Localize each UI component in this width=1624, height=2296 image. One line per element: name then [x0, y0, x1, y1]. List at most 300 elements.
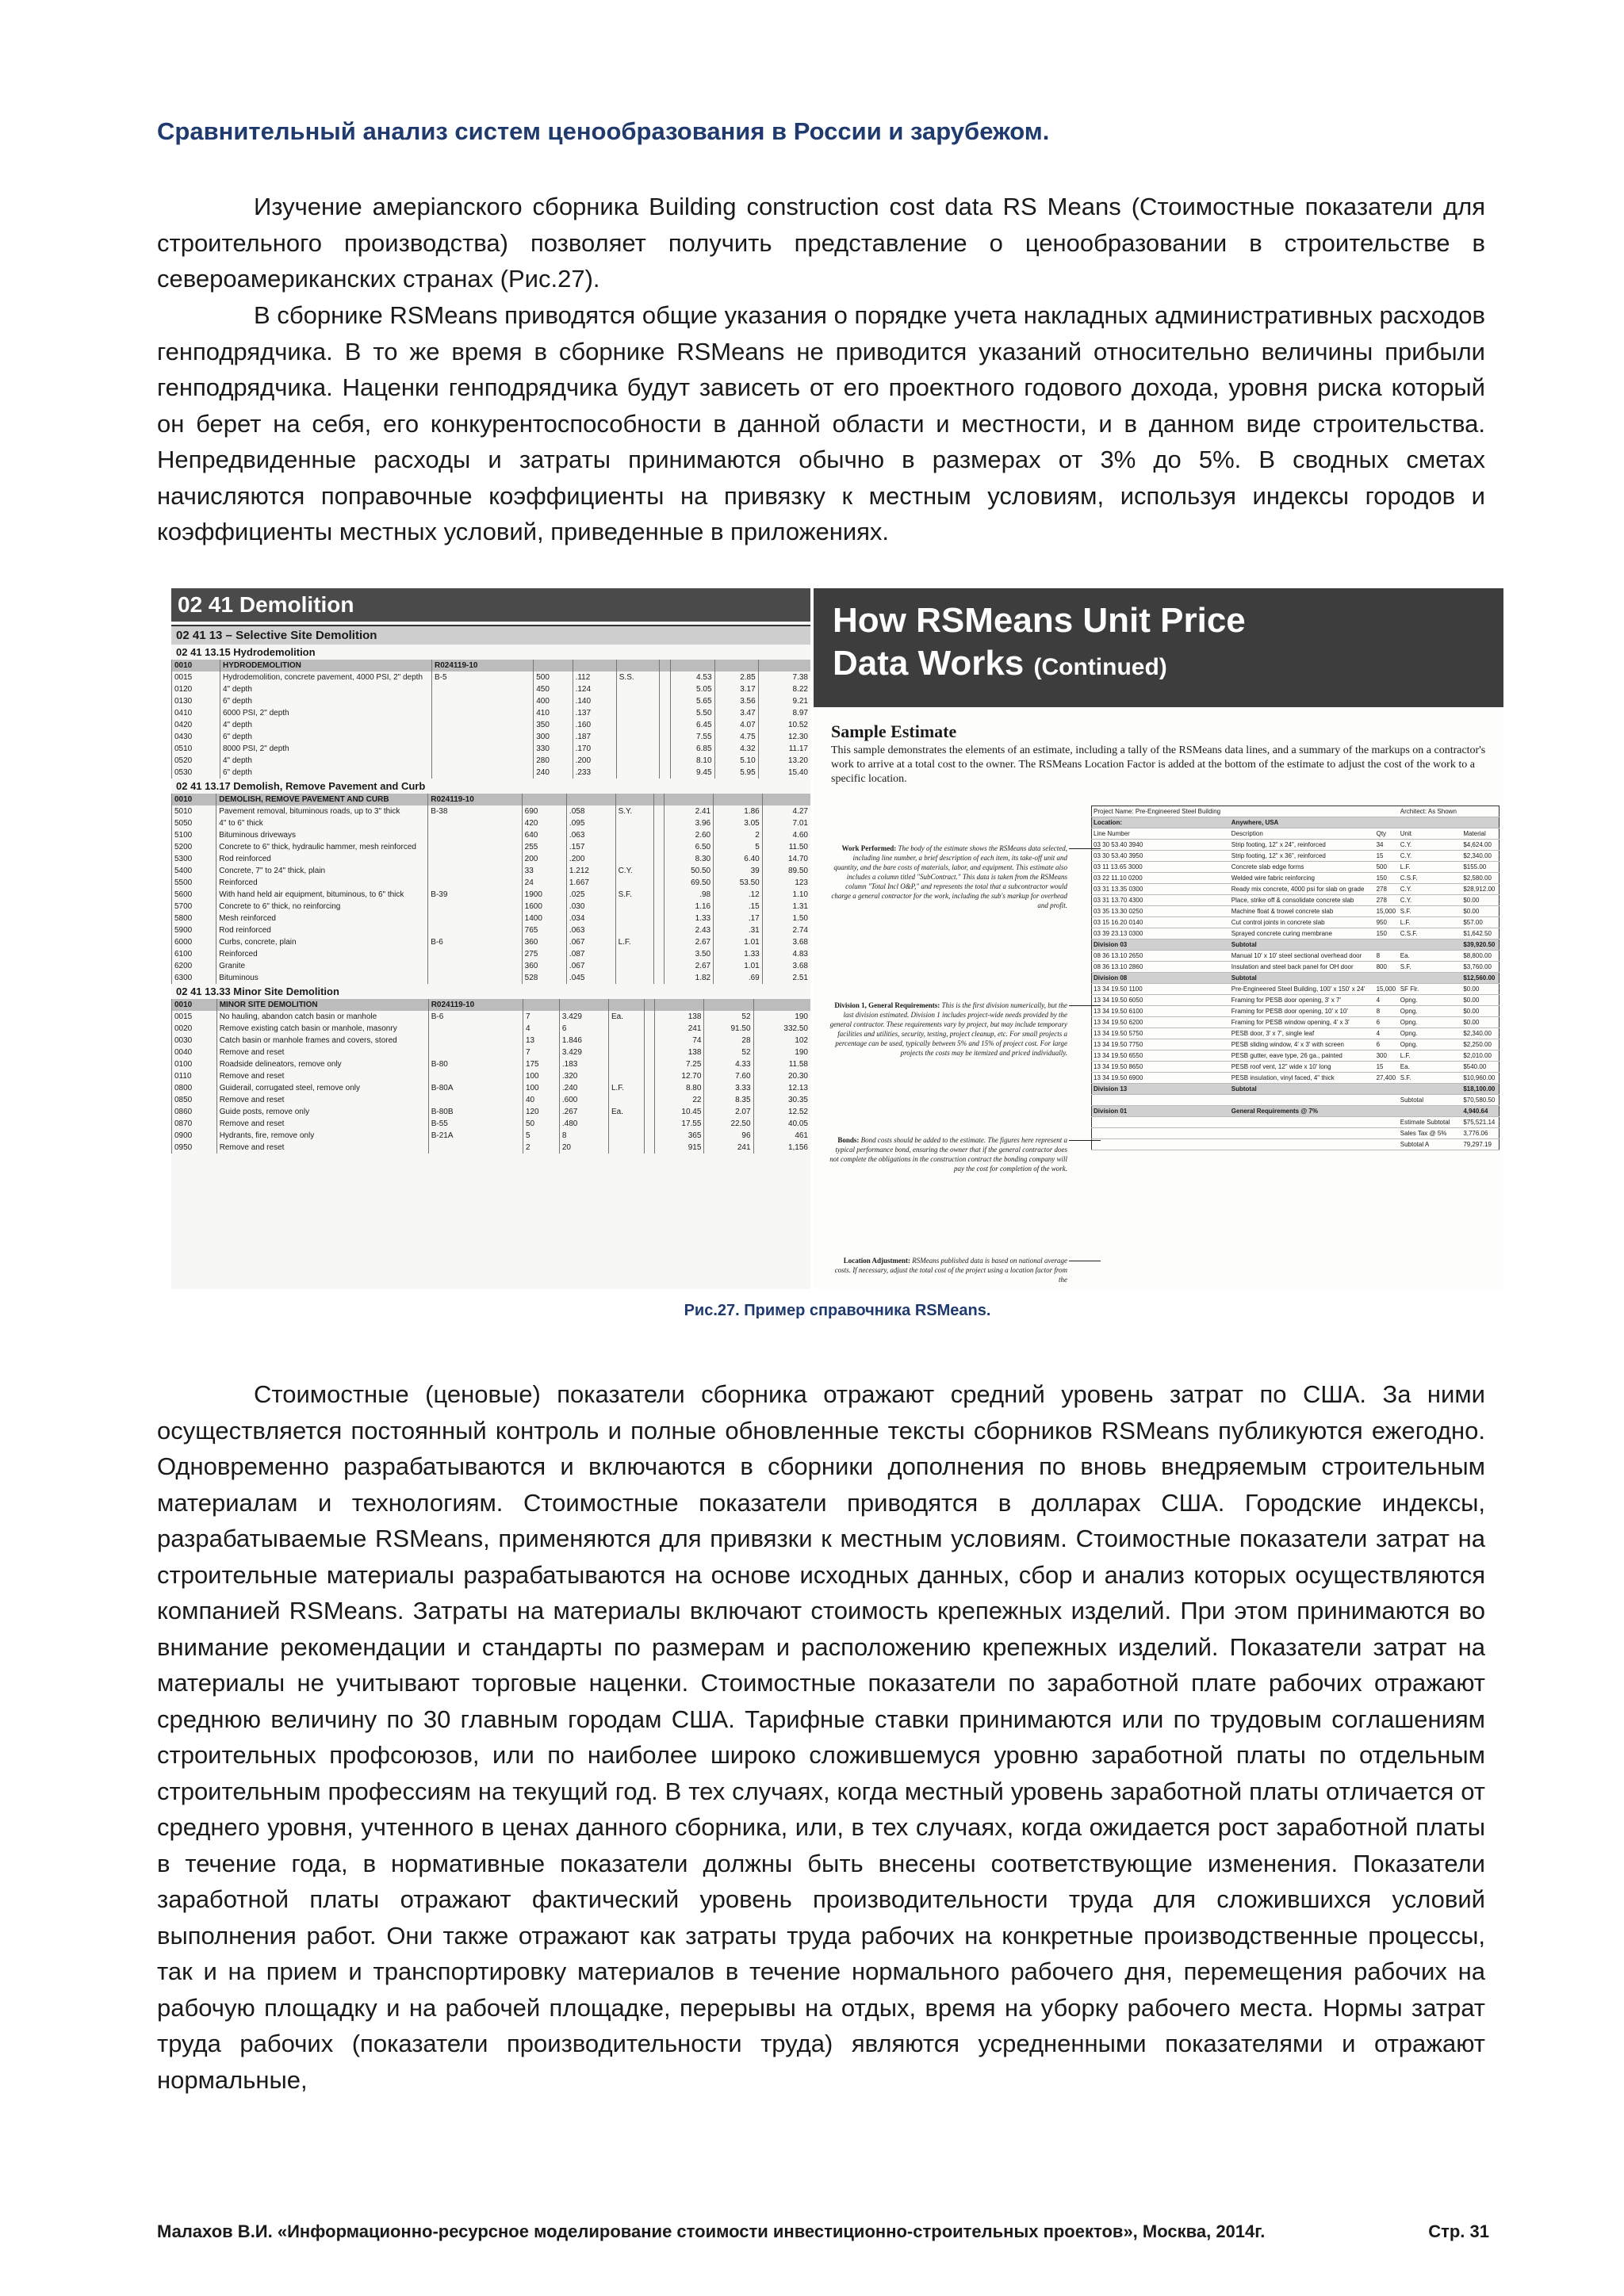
table-row — [172, 672, 811, 683]
table-cell — [659, 731, 671, 743]
table-cell — [659, 707, 671, 719]
table-cell — [428, 1023, 523, 1035]
estimate-cell: PESB gutter, eave type, 26 ga., painted — [1230, 1050, 1375, 1062]
table-cell: 3.68 — [762, 960, 810, 972]
table-cell: .12 — [714, 889, 763, 901]
table-cell: 0950 — [172, 1142, 217, 1154]
table-cell: 1.50 — [762, 913, 810, 924]
estimate-cell: $2,580.00 — [1461, 873, 1499, 884]
table-cell — [428, 901, 522, 913]
table-cell: Ea. — [608, 1106, 644, 1118]
table-cell: 365 — [655, 1130, 704, 1142]
table-cell: .98 — [665, 889, 714, 901]
page-heading-suffix: (Continued) — [1033, 654, 1167, 680]
table-cell — [428, 841, 522, 853]
table-cell: 0800 — [172, 1082, 217, 1094]
estimate-row — [1092, 895, 1500, 906]
estimate-cell: 13 34 19.50 6050 — [1092, 995, 1230, 1006]
estimate-cell: $0.00 — [1461, 1017, 1499, 1028]
table-cell: .063 — [566, 924, 615, 936]
table-row — [172, 865, 811, 877]
table-cell — [615, 877, 653, 889]
table-cell: 6300 — [172, 972, 216, 984]
estimate-cell: 4 — [1375, 1028, 1399, 1039]
estimate-cell: Unit — [1399, 828, 1462, 840]
table-cell: 0530 — [172, 767, 220, 779]
estimate-cell: Architect: As Shown — [1399, 806, 1462, 817]
estimate-row — [1092, 862, 1500, 873]
table-cell: 24 — [522, 877, 566, 889]
table-cell — [608, 1035, 644, 1047]
estimate-cell: Strip footing, 12" x 36", reinforced — [1230, 851, 1375, 862]
table-cell: 4.53 — [671, 672, 714, 683]
table-cell: 8.10 — [671, 755, 714, 767]
table-cell: 102 — [753, 1035, 810, 1047]
estimate-cell: C.S.F. — [1399, 873, 1462, 884]
table-cell: No hauling, abandon catch basin or manhole — [216, 1011, 428, 1023]
estimate-cell: 150 — [1375, 873, 1399, 884]
demolition-sections — [171, 625, 810, 1154]
table-cell — [644, 1118, 655, 1130]
estimate-cell: $1,642.50 — [1461, 928, 1499, 939]
table-cell: 241 — [704, 1142, 753, 1154]
estimate-cell — [1375, 939, 1399, 951]
estimate-cell: 08 36 13.10 2650 — [1092, 951, 1230, 962]
table-cell: 6" depth — [220, 731, 431, 743]
table-row — [172, 719, 811, 731]
table-cell — [615, 924, 653, 936]
estimate-cell: 300 — [1375, 1050, 1399, 1062]
estimate-cell — [1375, 1084, 1399, 1095]
table-cell: 0020 — [172, 1023, 217, 1035]
estimate-cell: Division 13 — [1092, 1084, 1230, 1095]
table-cell: B-6 — [428, 1011, 523, 1023]
table-cell: 0010 — [172, 794, 216, 806]
table-cell — [428, 924, 522, 936]
table-cell: .095 — [566, 817, 615, 829]
table-cell: 6200 — [172, 960, 216, 972]
estimate-cell: $0.00 — [1461, 1006, 1499, 1017]
table-cell: 5200 — [172, 841, 216, 853]
table-cell: 240 — [534, 767, 573, 779]
table-cell: R024119-10 — [428, 794, 522, 806]
table-cell: Guiderail, corrugated steel, remove only — [216, 1082, 428, 1094]
table-cell: 40.05 — [753, 1118, 810, 1130]
table-row — [172, 901, 811, 913]
estimate-cell: 13 34 19.50 1100 — [1092, 984, 1230, 995]
estimate-cell: 27,400 — [1375, 1073, 1399, 1084]
estimate-cell: S.F. — [1399, 962, 1462, 973]
table-cell: 0430 — [172, 731, 220, 743]
estimate-cell: C.S.F. — [1399, 928, 1462, 939]
estimate-cell: 08 36 13.10 2860 — [1092, 962, 1230, 973]
table-cell: 12.30 — [758, 731, 810, 743]
table-row — [172, 948, 811, 960]
table-cell — [616, 660, 659, 672]
annotation-note — [829, 1135, 1067, 1173]
table-cell: B-55 — [428, 1118, 523, 1130]
table-cell: 4.33 — [704, 1058, 753, 1070]
estimate-cell — [1230, 806, 1375, 817]
table-cell: 765 — [522, 924, 566, 936]
table-cell: 1600 — [522, 901, 566, 913]
page-heading-line2 — [833, 644, 1167, 683]
table-cell: 138 — [655, 1047, 704, 1058]
table-cell: 4.27 — [762, 806, 810, 817]
table-cell: 10.52 — [758, 719, 810, 731]
table-cell — [428, 1094, 523, 1106]
estimate-row — [1092, 806, 1500, 817]
estimate-cell: PESB sliding window, 4' x 3' with screen — [1230, 1039, 1375, 1050]
table-cell — [616, 695, 659, 707]
table-cell — [654, 936, 665, 948]
annotation-text: Bond costs should be added to the estimate. The figures here represent a typical performance bond, ensuring the owner that if the general contractor does not complete the obligations in the construction contract the bonding company will pay the cost for completion of the work. — [829, 1136, 1067, 1173]
table-cell: 0100 — [172, 1058, 217, 1070]
table-cell — [654, 794, 665, 806]
table-row — [172, 913, 811, 924]
estimate-row — [1092, 984, 1500, 995]
estimate-row — [1092, 906, 1500, 917]
estimate-cell: C.Y. — [1399, 884, 1462, 895]
estimate-cell: $540.00 — [1461, 1062, 1499, 1073]
table-cell: 0520 — [172, 755, 220, 767]
estimate-cell: Place, strike off & consolidate concrete slab — [1230, 895, 1375, 906]
table-cell: Rod reinforced — [216, 924, 428, 936]
table-cell: 1.667 — [566, 877, 615, 889]
table-cell: 7.60 — [704, 1070, 753, 1082]
table-cell: 11.58 — [753, 1058, 810, 1070]
table-cell: 2.60 — [665, 829, 714, 841]
estimate-cell: Subtotal — [1230, 939, 1375, 951]
estimate-cell: PESB insulation, vinyl faced, 4" thick — [1230, 1073, 1375, 1084]
table-cell: 69.50 — [665, 877, 714, 889]
estimate-row — [1092, 917, 1500, 928]
table-cell: 1.33 — [665, 913, 714, 924]
table-cell: HYDRODEMOLITION — [220, 660, 431, 672]
table-cell — [654, 829, 665, 841]
table-cell: 5.10 — [714, 755, 758, 767]
table-cell: 3.96 — [665, 817, 714, 829]
demolition-title: 02 41 Demolition — [171, 588, 810, 622]
estimate-row — [1092, 995, 1500, 1006]
table-cell — [671, 660, 714, 672]
annotation-arrow — [1069, 1140, 1101, 1141]
table-cell: 0850 — [172, 1094, 217, 1106]
table-cell — [644, 1070, 655, 1082]
estimate-cell: L.F. — [1399, 917, 1462, 928]
table-cell — [714, 794, 763, 806]
table-cell — [615, 972, 653, 984]
figure-rsmeans — [171, 588, 1503, 1319]
table-cell — [616, 743, 659, 755]
estimate-cell: 8 — [1375, 1006, 1399, 1017]
table-cell: 6000 PSI, 2" depth — [220, 707, 431, 719]
estimate-cell: Ea. — [1399, 951, 1462, 962]
table-cell: 2.43 — [665, 924, 714, 936]
estimate-cell: L.F. — [1399, 862, 1462, 873]
table-cell: .240 — [559, 1082, 608, 1094]
table-cell: .058 — [566, 806, 615, 817]
estimate-cell: 13 34 19.50 7750 — [1092, 1039, 1230, 1050]
estimate-cell — [1230, 1128, 1375, 1139]
cost-table — [171, 794, 810, 984]
estimate-cell: Insulation and steel back panel for OH door — [1230, 962, 1375, 973]
table-cell: .183 — [559, 1058, 608, 1070]
table-cell: 0015 — [172, 1011, 217, 1023]
estimate-cell: 500 — [1375, 862, 1399, 873]
table-cell — [428, 1035, 523, 1047]
table-cell: 5100 — [172, 829, 216, 841]
table-cell: 4" depth — [220, 683, 431, 695]
table-cell: 74 — [655, 1035, 704, 1047]
table-cell: 10.45 — [655, 1106, 704, 1118]
table-cell: 3.47 — [714, 707, 758, 719]
table-cell: S.Y. — [615, 806, 653, 817]
table-cell — [644, 1082, 655, 1094]
estimate-cell: 800 — [1375, 962, 1399, 973]
table-cell: 5.95 — [714, 767, 758, 779]
table-cell: 1.01 — [714, 936, 763, 948]
estimate-cell: $4,624.00 — [1461, 840, 1499, 851]
table-row — [172, 755, 811, 767]
table-cell: .170 — [573, 743, 616, 755]
annotation-text: This is the first division numerically, but the last division estimated. Division 1 includes project-wide needs provided by the general contractor. These requirements vary by project, but may include temporary facilities and utilities, security, testing, project cleanup, etc. For small projects a percentage can be used, typically between 5% and 15% of project cost. For large projects the costs may be itemized and priced individually. — [829, 1001, 1067, 1057]
table-cell: 0870 — [172, 1118, 217, 1130]
table-cell: 1.846 — [559, 1035, 608, 1047]
table-cell: 50 — [523, 1118, 559, 1130]
table-cell: Reinforced — [216, 877, 428, 889]
table-cell: 1.212 — [566, 865, 615, 877]
title-band — [814, 588, 1503, 707]
estimate-row — [1092, 817, 1500, 828]
paragraph-2-text: В сборнике RSMeans приводятся общие указания о порядке учета накладных административных расходов генподрядчика. В то же время в сборнике RSMeans не приводится указаний относительно величины прибыли генподрядчика. Наценки генподрядчика будут зависеть от его проектного годового дохода, уровня риска который он берет на себя, его конкурентоспособности в данной области и местности, и в данном виде строительства. Непредвиденные расходы и затраты принимаются обычно в размерах от 3% до 5%. В сводных сметах начисляются поправочные коэффициенты на привязку к местным условиям, используя индексы городов и коэффициенты местных условий, приведенные в приложениях. — [157, 301, 1485, 545]
table-cell: 4.83 — [762, 948, 810, 960]
estimate-cell: 6 — [1375, 1039, 1399, 1050]
table-row — [172, 1082, 811, 1094]
table-cell — [428, 877, 522, 889]
estimate-cell — [1375, 1095, 1399, 1106]
table-row — [172, 707, 811, 719]
estimate-row — [1092, 884, 1500, 895]
table-cell: 450 — [534, 683, 573, 695]
table-cell — [431, 743, 533, 755]
table-cell: .31 — [714, 924, 763, 936]
table-cell: S.F. — [615, 889, 653, 901]
table-cell: 2.41 — [665, 806, 714, 817]
table-cell: .112 — [573, 672, 616, 683]
table-cell: .17 — [714, 913, 763, 924]
table-cell: B-39 — [428, 889, 522, 901]
estimate-cell: Line Number — [1092, 828, 1230, 840]
table-cell: 350 — [534, 719, 573, 731]
estimate-row — [1092, 1062, 1500, 1073]
table-cell: 4.75 — [714, 731, 758, 743]
table-cell: 190 — [753, 1011, 810, 1023]
table-cell: MINOR SITE DEMOLITION — [216, 999, 428, 1011]
table-cell: 1.82 — [665, 972, 714, 984]
annotation-arrow — [1069, 848, 1101, 849]
table-cell: 915 — [655, 1142, 704, 1154]
table-cell: 6100 — [172, 948, 216, 960]
estimate-cell: SF Flr. — [1399, 984, 1462, 995]
table-cell — [654, 960, 665, 972]
table-cell: B-5 — [431, 672, 533, 683]
table-cell — [644, 1058, 655, 1070]
table-cell: 20.30 — [753, 1070, 810, 1082]
estimate-cell: C.Y. — [1399, 895, 1462, 906]
table-cell — [654, 865, 665, 877]
estimate-cell: Estimate Subtotal — [1399, 1117, 1462, 1128]
table-cell: DEMOLISH, REMOVE PAVEMENT AND CURB — [216, 794, 428, 806]
estimate-cell: 15,000 — [1375, 984, 1399, 995]
estimate-cell: $39,920.50 — [1461, 939, 1499, 951]
table-cell — [659, 672, 671, 683]
table-cell — [608, 1070, 644, 1082]
table-row — [172, 1118, 811, 1130]
table-cell: Mesh reinforced — [216, 913, 428, 924]
table-row — [172, 829, 811, 841]
estimate-cell: 13 34 19.50 6550 — [1092, 1050, 1230, 1062]
estimate-cell — [1461, 806, 1499, 817]
table-cell — [615, 948, 653, 960]
table-row — [172, 683, 811, 695]
table-cell: .267 — [559, 1106, 608, 1118]
table-cell: B-6 — [428, 936, 522, 948]
table-cell: Concrete to 6" thick, hydraulic hammer, mesh reinforced — [216, 841, 428, 853]
table-cell: B-80A — [428, 1082, 523, 1094]
annotation-title: Work Performed: — [841, 844, 898, 852]
table-cell: Guide posts, remove only — [216, 1106, 428, 1118]
table-cell — [655, 999, 704, 1011]
table-cell: 6.40 — [714, 853, 763, 865]
table-cell: 13 — [523, 1035, 559, 1047]
table-cell: .140 — [573, 695, 616, 707]
table-row — [172, 889, 811, 901]
table-cell — [654, 889, 665, 901]
paragraph-3 — [157, 1376, 1485, 2098]
table-cell — [654, 901, 665, 913]
estimate-cell: Subtotal — [1230, 973, 1375, 984]
table-row — [172, 877, 811, 889]
table-cell: 1.01 — [714, 960, 763, 972]
estimate-cell: $2,010.00 — [1461, 1050, 1499, 1062]
table-cell: 1.10 — [762, 889, 810, 901]
table-cell: .15 — [714, 901, 763, 913]
estimate-cell: Division 03 — [1092, 939, 1230, 951]
estimate-cell: Cut control joints in concrete slab — [1230, 917, 1375, 928]
table-cell: 500 — [534, 672, 573, 683]
table-cell — [616, 683, 659, 695]
table-cell: 5800 — [172, 913, 216, 924]
estimate-cell: $18,100.00 — [1461, 1084, 1499, 1095]
table-cell: 4" depth — [220, 755, 431, 767]
table-row — [172, 1094, 811, 1106]
table-cell: 5600 — [172, 889, 216, 901]
table-cell: 175 — [523, 1058, 559, 1070]
estimate-cell: PESB roof vent, 12" wide x 10' long — [1230, 1062, 1375, 1073]
estimate-cell: 03 31 13.35 0300 — [1092, 884, 1230, 895]
table-cell: 8.97 — [758, 707, 810, 719]
estimate-cell: PESB door, 3' x 7', single leaf — [1230, 1028, 1375, 1039]
table-cell: .69 — [714, 972, 763, 984]
table-cell: Roadside delineators, remove only — [216, 1058, 428, 1070]
table-cell — [608, 1142, 644, 1154]
table-cell: 8.22 — [758, 683, 810, 695]
estimate-cell: Opng. — [1399, 1017, 1462, 1028]
table-cell — [428, 913, 522, 924]
paragraph-2 — [157, 297, 1485, 550]
table-cell: .030 — [566, 901, 615, 913]
table-cell: 420 — [522, 817, 566, 829]
table-cell — [615, 841, 653, 853]
table-row — [172, 731, 811, 743]
estimate-cell: 150 — [1375, 928, 1399, 939]
table-cell: 2.74 — [762, 924, 810, 936]
estimate-cell: $57.00 — [1461, 917, 1499, 928]
table-cell: 8.80 — [655, 1082, 704, 1094]
estimate-cell: 13 34 19.50 6900 — [1092, 1073, 1230, 1084]
table-row — [172, 999, 811, 1011]
table-cell: 2.51 — [762, 972, 810, 984]
estimate-cell: 03 35 13.30 0250 — [1092, 906, 1230, 917]
estimate-cell: Framing for PESB door opening, 3' x 7' — [1230, 995, 1375, 1006]
sample-estimate-title: Sample Estimate — [831, 721, 957, 741]
subsection-title: 02 41 13.15 Hydrodemolition — [176, 646, 316, 658]
table-row — [172, 794, 811, 806]
table-cell: 1.33 — [714, 948, 763, 960]
estimate-row — [1092, 1028, 1500, 1039]
table-cell — [753, 999, 810, 1011]
table-cell: 12.13 — [753, 1082, 810, 1094]
table-cell — [573, 660, 616, 672]
table-cell: L.F. — [615, 936, 653, 948]
table-cell: 123 — [762, 877, 810, 889]
table-cell: .067 — [566, 960, 615, 972]
estimate-cell — [1230, 1139, 1375, 1150]
estimate-cell — [1375, 1128, 1399, 1139]
estimate-cell: $2,340.00 — [1461, 851, 1499, 862]
estimate-row — [1092, 1017, 1500, 1028]
table-row — [172, 695, 811, 707]
estimate-cell — [1375, 973, 1399, 984]
estimate-cell: S.F. — [1399, 906, 1462, 917]
table-cell: 50.50 — [665, 865, 714, 877]
table-cell — [431, 755, 533, 767]
table-cell — [644, 1094, 655, 1106]
table-cell: 5300 — [172, 853, 216, 865]
table-cell: .067 — [566, 936, 615, 948]
subsection-title: 02 41 13.33 Minor Site Demolition — [176, 985, 339, 997]
estimate-cell: $28,912.00 — [1461, 884, 1499, 895]
table-cell — [428, 829, 522, 841]
table-cell: 120 — [523, 1106, 559, 1118]
table-cell — [428, 1047, 523, 1058]
estimate-cell: 15,000 — [1375, 906, 1399, 917]
estimate-cell: $0.00 — [1461, 995, 1499, 1006]
demolition-page-image — [171, 588, 810, 1289]
table-cell: 4.60 — [762, 829, 810, 841]
table-cell: 8.35 — [704, 1094, 753, 1106]
estimate-cell: Framing for PESB window opening, 4' x 3' — [1230, 1017, 1375, 1028]
table-cell: Remove and reset — [216, 1094, 428, 1106]
estimate-cell: 6 — [1375, 1017, 1399, 1028]
annotation-title: Bonds: — [837, 1136, 861, 1144]
estimate-cell: Pre-Engineered Steel Building, 100' x 150' x 24' — [1230, 984, 1375, 995]
table-cell: Remove existing catch basin or manhole, masonry — [216, 1023, 428, 1035]
estimate-cell: Sprayed concrete curing membrane — [1230, 928, 1375, 939]
table-cell — [758, 660, 810, 672]
table-cell: 4 — [523, 1023, 559, 1035]
